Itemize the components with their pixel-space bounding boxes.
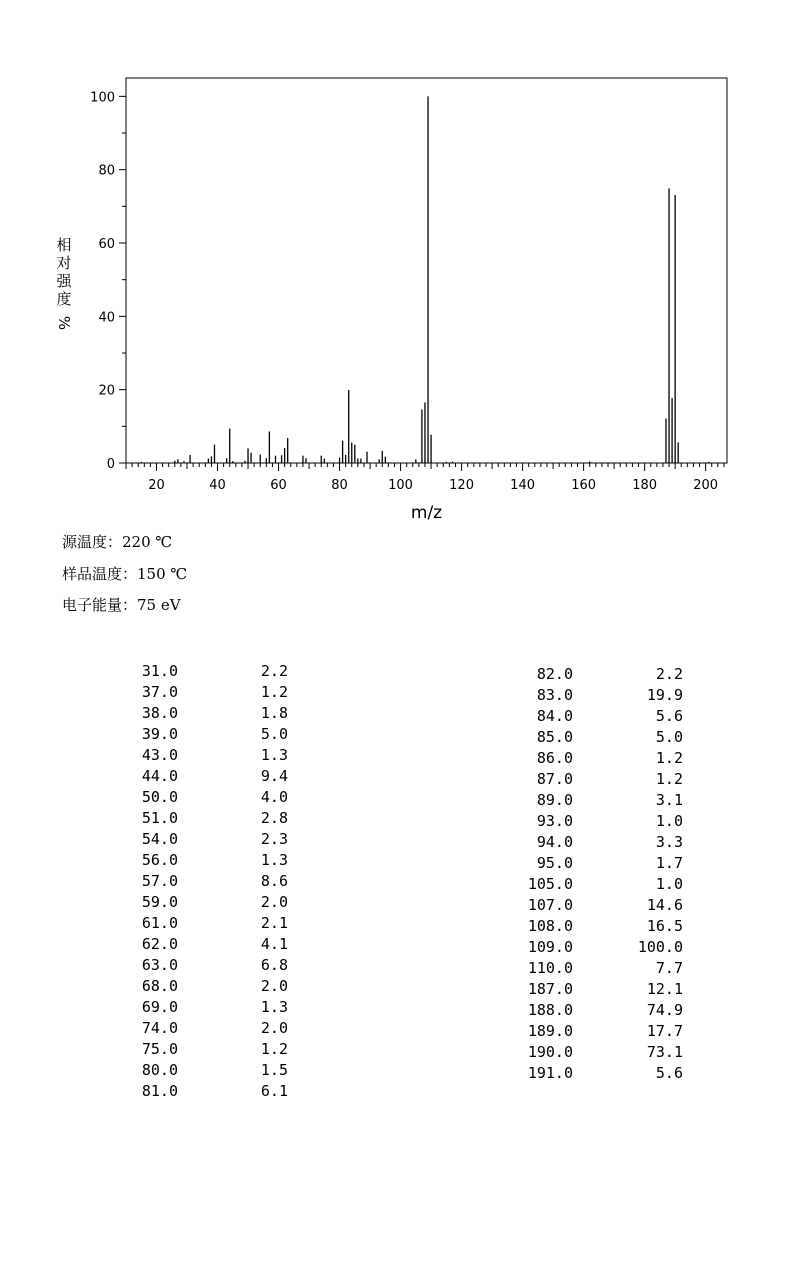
y-tick-label: 100 bbox=[90, 90, 115, 106]
table-row bbox=[120, 1018, 288, 1039]
mz-value: 54.0 bbox=[141, 830, 178, 848]
table-row bbox=[500, 727, 683, 748]
intensity-value: 3.1 bbox=[655, 791, 683, 809]
mz-value: 37.0 bbox=[141, 683, 178, 701]
intensity-value: 14.6 bbox=[646, 896, 683, 914]
intensity-value: 8.6 bbox=[260, 872, 288, 890]
electron-energy-label: 电子能量： bbox=[62, 596, 138, 614]
mz-value: 109.0 bbox=[527, 938, 573, 956]
table-row bbox=[500, 706, 683, 727]
x-axis-label: m/z bbox=[410, 503, 443, 523]
y-axis-label bbox=[55, 236, 73, 330]
table-row bbox=[120, 913, 288, 934]
mz-value: 188.0 bbox=[527, 1001, 573, 1019]
mz-value: 191.0 bbox=[527, 1064, 573, 1082]
intensity-value: 1.3 bbox=[260, 998, 288, 1016]
intensity-value: 2.0 bbox=[260, 977, 288, 995]
intensity-value: 1.0 bbox=[655, 812, 683, 830]
y-tick-label: 80 bbox=[98, 163, 115, 179]
table-row bbox=[120, 808, 288, 829]
intensity-value: 1.8 bbox=[260, 704, 288, 722]
y-tick-label: 0 bbox=[106, 457, 115, 472]
intensity-value: 7.7 bbox=[655, 959, 683, 977]
y-axis-label-char: 度 bbox=[56, 290, 72, 308]
mz-value: 38.0 bbox=[141, 704, 178, 722]
intensity-value: 1.3 bbox=[260, 851, 288, 869]
intensity-value: 2.3 bbox=[260, 830, 288, 848]
intensity-value: 2.0 bbox=[260, 1019, 288, 1037]
x-tick-label: 200 bbox=[693, 478, 719, 493]
mz-value: 93.0 bbox=[536, 812, 573, 830]
mz-value: 83.0 bbox=[536, 686, 573, 704]
table-row bbox=[120, 745, 288, 766]
mz-value: 189.0 bbox=[527, 1022, 573, 1040]
table-row bbox=[120, 1081, 288, 1102]
intensity-value: 1.7 bbox=[655, 854, 683, 872]
intensity-value: 5.6 bbox=[655, 1064, 683, 1082]
table-row bbox=[120, 724, 288, 745]
mz-value: 56.0 bbox=[141, 851, 178, 869]
intensity-value: 2.8 bbox=[260, 809, 288, 827]
mz-value: 31.0 bbox=[141, 662, 178, 680]
y-tick-label: 40 bbox=[98, 310, 115, 326]
x-tick-label: 140 bbox=[510, 478, 536, 493]
electron-energy-value: 75 eV bbox=[137, 596, 181, 614]
electron-energy bbox=[62, 594, 181, 615]
plot-frame bbox=[126, 78, 727, 463]
table-row bbox=[500, 1063, 683, 1084]
sample-temperature-label: 样品温度： bbox=[62, 565, 138, 583]
intensity-value: 5.0 bbox=[655, 728, 683, 746]
source-temperature-label: 源温度： bbox=[62, 533, 123, 551]
mz-value: 68.0 bbox=[141, 977, 178, 995]
table-row bbox=[500, 811, 683, 832]
table-row bbox=[500, 853, 683, 874]
intensity-value: 1.2 bbox=[260, 1040, 288, 1058]
table-row bbox=[500, 1042, 683, 1063]
mz-value: 80.0 bbox=[141, 1061, 178, 1079]
table-row bbox=[120, 682, 288, 703]
table-row bbox=[120, 871, 288, 892]
x-tick-label: 180 bbox=[632, 478, 658, 493]
peaks bbox=[141, 96, 708, 463]
table-row bbox=[120, 955, 288, 976]
source-temperature bbox=[62, 531, 172, 552]
x-tick-label: 80 bbox=[331, 478, 348, 493]
table-row bbox=[500, 769, 683, 790]
table-row bbox=[500, 748, 683, 769]
table-row bbox=[120, 934, 288, 955]
intensity-value: 4.0 bbox=[260, 788, 288, 806]
table-row bbox=[120, 661, 288, 682]
x-tick-label: 60 bbox=[270, 478, 287, 493]
intensity-value: 2.2 bbox=[655, 665, 683, 683]
intensity-value: 73.1 bbox=[646, 1043, 683, 1061]
table-row bbox=[120, 976, 288, 997]
table-row bbox=[500, 958, 683, 979]
table-row bbox=[500, 937, 683, 958]
mass-spectrum-chart bbox=[0, 0, 794, 530]
mz-value: 75.0 bbox=[141, 1040, 178, 1058]
intensity-value: 1.2 bbox=[260, 683, 288, 701]
intensity-value: 1.2 bbox=[655, 770, 683, 788]
table-row bbox=[120, 850, 288, 871]
table-row bbox=[500, 895, 683, 916]
peak-table-left bbox=[120, 661, 288, 1102]
intensity-value: 5.6 bbox=[655, 707, 683, 725]
intensity-value: 2.0 bbox=[260, 893, 288, 911]
mz-value: 61.0 bbox=[141, 914, 178, 932]
mz-value: 187.0 bbox=[527, 980, 573, 998]
x-tick-label: 100 bbox=[388, 478, 413, 493]
table-row bbox=[500, 979, 683, 1000]
intensity-value: 2.1 bbox=[260, 914, 288, 932]
x-tick-label: 20 bbox=[148, 478, 165, 493]
mz-value: 94.0 bbox=[536, 833, 573, 851]
intensity-value: 1.2 bbox=[655, 749, 683, 767]
x-axis bbox=[126, 463, 724, 493]
sample-temperature-value: 150 ℃ bbox=[137, 565, 188, 583]
y-tick-label: 60 bbox=[98, 237, 115, 252]
x-tick-label: 120 bbox=[449, 478, 474, 493]
mz-value: 59.0 bbox=[141, 893, 178, 911]
table-row bbox=[120, 1039, 288, 1060]
intensity-value: 1.5 bbox=[260, 1061, 288, 1079]
mz-value: 108.0 bbox=[527, 917, 573, 935]
intensity-value: 17.7 bbox=[646, 1022, 683, 1040]
table-row bbox=[120, 997, 288, 1018]
y-axis-label-char: 相 bbox=[56, 236, 72, 254]
source-temperature-value: 220 ℃ bbox=[122, 533, 173, 551]
mz-value: 51.0 bbox=[141, 809, 178, 827]
mz-value: 39.0 bbox=[141, 725, 178, 743]
mz-value: 89.0 bbox=[536, 791, 573, 809]
table-row bbox=[500, 1021, 683, 1042]
table-row bbox=[120, 703, 288, 724]
intensity-value: 6.1 bbox=[260, 1082, 288, 1100]
intensity-value: 3.3 bbox=[655, 833, 683, 851]
x-tick-label: 160 bbox=[571, 478, 597, 493]
mz-value: 105.0 bbox=[527, 875, 573, 893]
table-row bbox=[120, 766, 288, 787]
intensity-value: 16.5 bbox=[646, 917, 683, 935]
mz-value: 44.0 bbox=[141, 767, 178, 785]
mz-value: 85.0 bbox=[536, 728, 573, 746]
mz-value: 57.0 bbox=[141, 872, 178, 890]
mz-value: 63.0 bbox=[141, 956, 178, 974]
y-axis-label-char: % bbox=[55, 315, 73, 331]
intensity-value: 4.1 bbox=[260, 935, 288, 953]
y-tick-label: 20 bbox=[98, 383, 115, 399]
table-row bbox=[500, 664, 683, 685]
y-axis bbox=[90, 90, 126, 472]
sample-temperature bbox=[62, 563, 187, 584]
table-row bbox=[120, 892, 288, 913]
mz-value: 43.0 bbox=[141, 746, 178, 764]
x-tick-label: 40 bbox=[209, 478, 226, 493]
table-row bbox=[120, 829, 288, 850]
peak-table-right bbox=[500, 664, 683, 1084]
intensity-value: 2.2 bbox=[260, 662, 288, 680]
mz-value: 190.0 bbox=[527, 1043, 573, 1061]
mz-value: 84.0 bbox=[536, 707, 573, 725]
table-row bbox=[500, 1000, 683, 1021]
mz-value: 95.0 bbox=[536, 854, 573, 872]
intensity-value: 74.9 bbox=[646, 1001, 683, 1019]
mz-value: 81.0 bbox=[141, 1082, 178, 1100]
intensity-value: 19.9 bbox=[646, 686, 683, 704]
intensity-value: 12.1 bbox=[646, 980, 683, 998]
intensity-value: 5.0 bbox=[260, 725, 288, 743]
mz-value: 82.0 bbox=[536, 665, 573, 683]
table-row bbox=[500, 916, 683, 937]
y-axis-label-char: 强 bbox=[56, 272, 72, 290]
table-row bbox=[500, 832, 683, 853]
intensity-value: 100.0 bbox=[637, 938, 683, 956]
intensity-value: 9.4 bbox=[260, 767, 288, 785]
y-axis-label-char: 对 bbox=[56, 254, 72, 272]
table-row bbox=[500, 790, 683, 811]
mz-value: 50.0 bbox=[141, 788, 178, 806]
mz-value: 86.0 bbox=[536, 749, 573, 767]
intensity-value: 6.8 bbox=[260, 956, 288, 974]
mz-value: 74.0 bbox=[141, 1019, 178, 1037]
intensity-value: 1.0 bbox=[655, 875, 683, 893]
table-row bbox=[500, 874, 683, 895]
table-row bbox=[120, 787, 288, 808]
mz-value: 69.0 bbox=[141, 998, 178, 1016]
table-row bbox=[500, 685, 683, 706]
intensity-value: 1.3 bbox=[260, 746, 288, 764]
mz-value: 87.0 bbox=[536, 770, 573, 788]
mz-value: 107.0 bbox=[527, 896, 573, 914]
mz-value: 110.0 bbox=[527, 959, 573, 977]
mz-value: 62.0 bbox=[141, 935, 178, 953]
table-row bbox=[120, 1060, 288, 1081]
